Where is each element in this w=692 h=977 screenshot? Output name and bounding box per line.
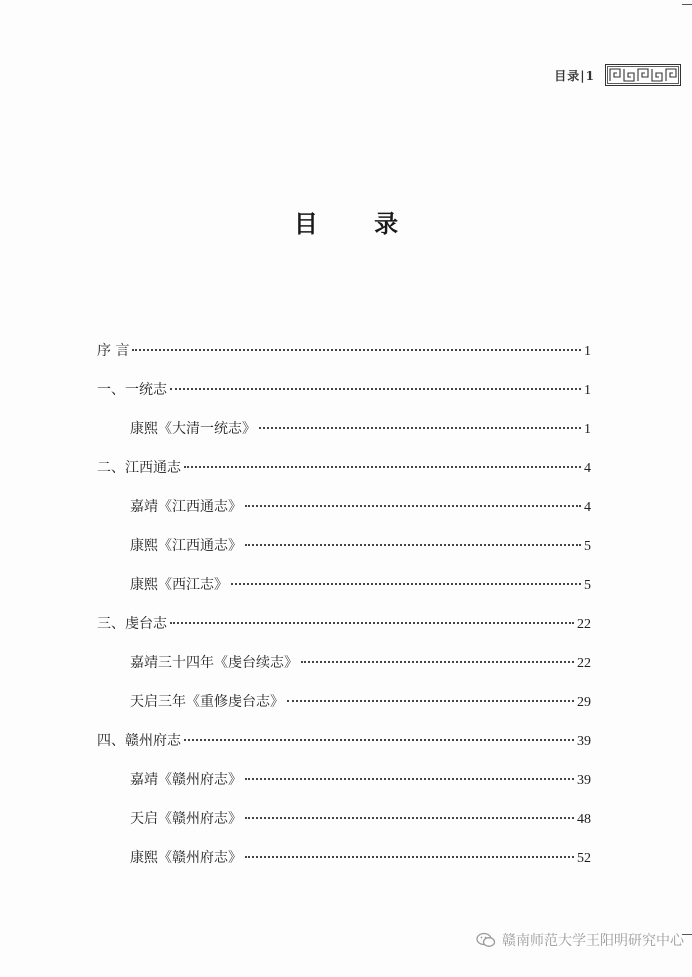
toc-entry-label: 康熙《西江志》 [130,577,228,593]
toc-entry-page: 5 [584,539,591,554]
toc-entry-page: 1 [584,344,591,359]
running-header-text: 目录|1 [554,68,595,83]
toc-entry-page: 4 [584,461,591,476]
toc-leader-dots [170,388,581,390]
toc-leader-dots [245,817,574,819]
toc-entry[interactable] [97,341,591,380]
toc-entry-label: 序 言 [97,343,130,359]
toc-entry-label: 嘉靖《江西通志》 [130,499,242,515]
toc-entry-label: 天启《赣州府志》 [130,811,242,827]
toc-leader-dots [245,856,574,858]
toc-leader-dots [132,349,581,351]
toc-entry-page: 39 [577,734,591,749]
toc-entry-page: 48 [577,812,591,827]
watermark [476,930,684,950]
toc-entry[interactable] [97,497,591,536]
toc-entry-label: 四、赣州府志 [97,733,181,749]
toc-entry[interactable] [97,536,591,575]
toc-leader-dots [184,739,574,741]
toc-entry-label: 康熙《大清一统志》 [130,421,256,437]
toc-leader-dots [287,700,574,702]
toc-entry-page: 4 [584,500,591,515]
fret-pattern-icon [605,64,681,86]
toc-leader-dots [245,544,581,546]
toc-entry[interactable] [97,848,591,887]
toc-entry-page: 22 [577,656,591,671]
toc-entry-page: 22 [577,617,591,632]
toc-entry-label: 嘉靖三十四年《虔台续志》 [130,655,298,671]
toc-leader-dots [170,622,574,624]
watermark-text: 赣南师范大学王阳明研究中心 [502,933,684,949]
toc-entry-label: 一、一统志 [97,382,167,398]
table-of-contents [97,341,591,887]
toc-entry[interactable] [97,809,591,848]
toc-leader-dots [245,505,581,507]
toc-entry[interactable] [97,731,591,770]
wechat-icon [476,932,496,948]
toc-entry-page: 52 [577,851,591,866]
toc-leader-dots [231,583,581,585]
toc-entry[interactable] [97,614,591,653]
toc-entry[interactable] [97,380,591,419]
toc-leader-dots [301,661,574,663]
toc-entry-label: 嘉靖《赣州府志》 [130,772,242,788]
toc-leader-dots [245,778,574,780]
page-title: 目 录 [293,209,423,238]
toc-entry[interactable] [97,575,591,614]
toc-leader-dots [184,466,581,468]
crop-mark-top [682,4,692,5]
toc-entry-label: 康熙《江西通志》 [130,538,242,554]
toc-entry-page: 1 [584,383,591,398]
toc-entry-label: 二、江西通志 [97,460,181,476]
toc-entry-label: 三、虔台志 [97,616,167,632]
toc-entry-label: 天启三年《重修虔台志》 [130,694,284,710]
toc-entry-page: 1 [584,422,591,437]
toc-entry[interactable] [97,419,591,458]
toc-entry-page: 29 [577,695,591,710]
toc-entry-page: 39 [577,773,591,788]
toc-entry[interactable] [97,653,591,692]
toc-entry[interactable] [97,458,591,497]
toc-entry-page: 5 [584,578,591,593]
toc-entry[interactable] [97,692,591,731]
toc-entry[interactable] [97,770,591,809]
running-header [554,64,681,86]
toc-entry-label: 康熙《赣州府志》 [130,850,242,866]
toc-leader-dots [259,427,581,429]
